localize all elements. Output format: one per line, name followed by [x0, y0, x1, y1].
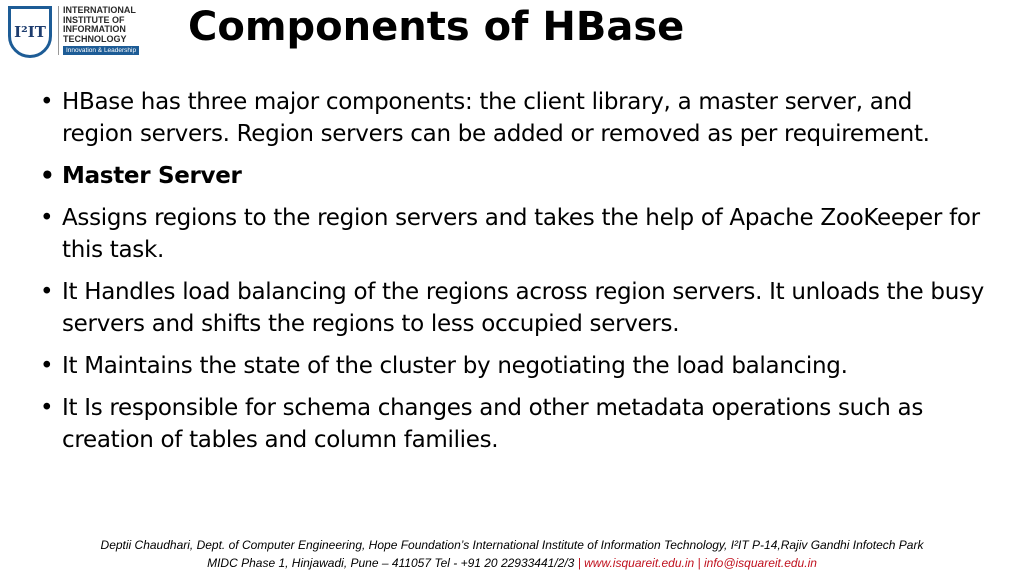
bullet-heading: • Master Server	[40, 160, 990, 192]
logo-line: INFORMATION	[63, 24, 126, 34]
logo-badge: I²IT	[8, 6, 52, 58]
bullet-item: • It Handles load balancing of the regions across region servers. It unloads the busy servers and shifts the regions to less occupied servers.	[40, 276, 990, 340]
logo-line: INSTITUTE OF	[63, 14, 125, 25]
bullet-item: • It Maintains the state of the cluster by negotiating the load balancing.	[40, 350, 990, 382]
footer-address: MIDC Phase 1, Hinjawadi, Pune – 411057 Tel - +91 20 22933441/2/3	[207, 556, 578, 570]
footer-email-link[interactable]: info@isquareit.edu.in	[700, 556, 817, 570]
institute-logo	[8, 6, 139, 58]
slide-footer	[0, 536, 1024, 572]
footer-line-1: Deptii Chaudhari, Dept. of Computer Engineering, Hope Foundation’s International Institute of Information Technology, I²IT P-14,Rajiv Gandhi Infotech Park	[100, 538, 924, 552]
bullet-item: • HBase has three major components: the client library, a master server, and region servers. Region servers can be added or removed as per requirement.	[40, 86, 990, 150]
bullet-item: • It Is responsible for schema changes and other metadata operations such as creation of tables and column families.	[40, 392, 990, 456]
slide-title: Components of HBase	[188, 4, 685, 50]
logo-text	[58, 6, 139, 55]
logo-tagline: Innovation & Leadership	[63, 46, 139, 55]
footer-website-link[interactable]: | www.isquareit.edu.in |	[577, 556, 701, 570]
logo-line: INTERNATIONAL	[63, 5, 136, 15]
logo-line: TECHNOLOGY	[63, 33, 127, 44]
footer-line-2	[0, 554, 1024, 572]
bullet-list	[40, 86, 990, 466]
bullet-item: • Assigns regions to the region servers and takes the help of Apache ZooKeeper for this task.	[40, 202, 990, 266]
